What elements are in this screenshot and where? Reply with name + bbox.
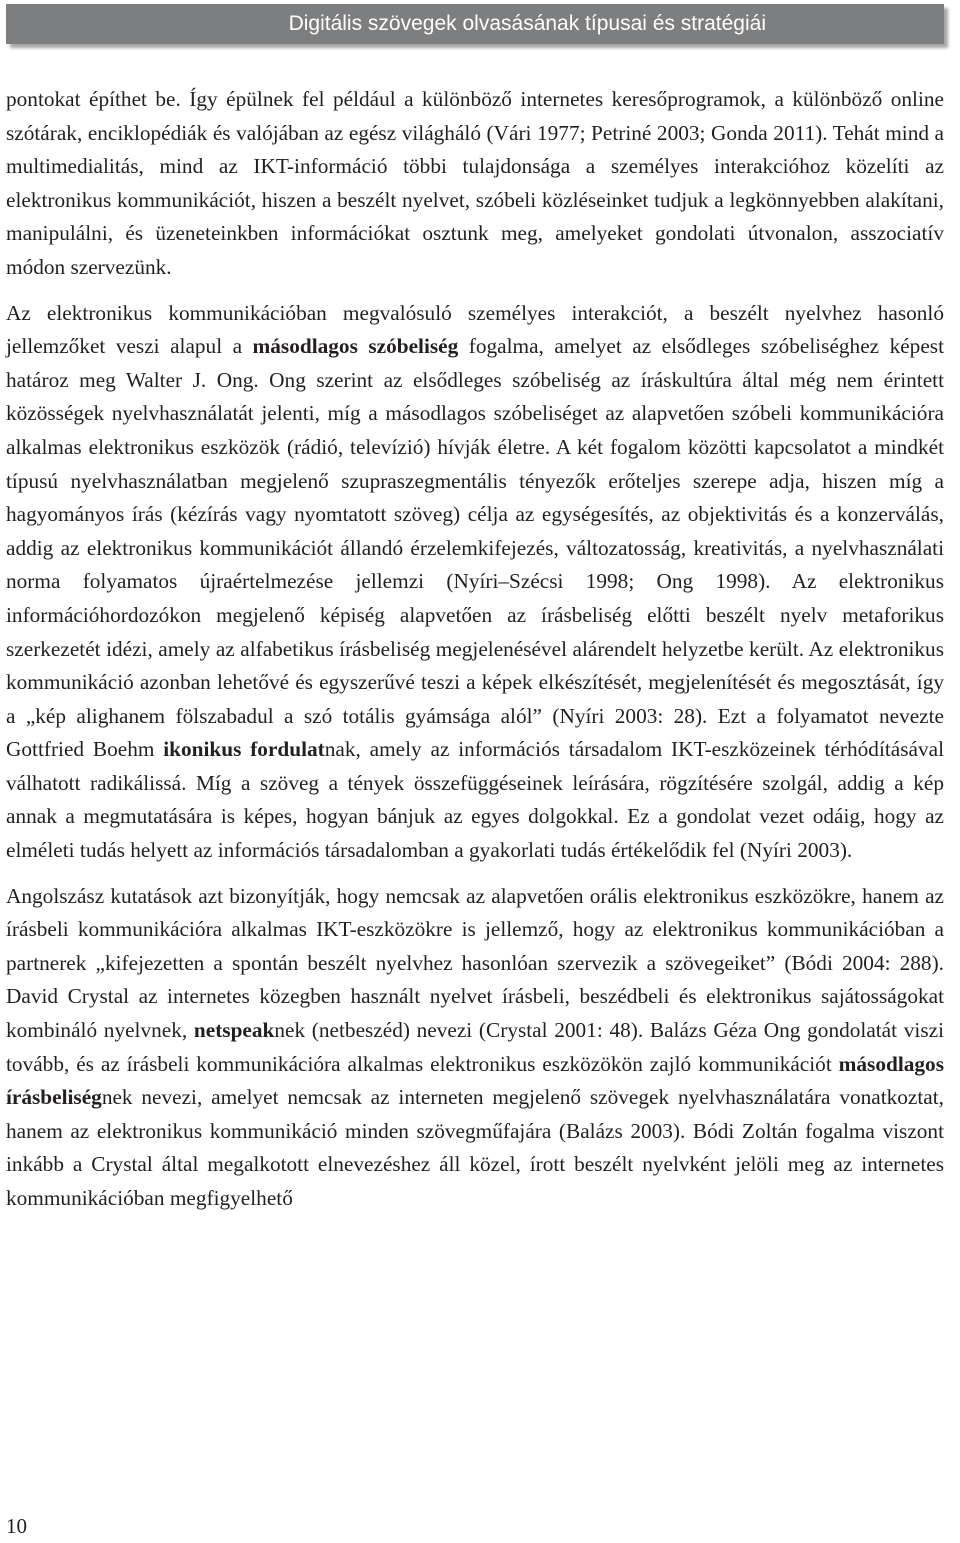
page-body — [6, 83, 944, 1228]
term-netspeak: netspeak — [193, 1018, 275, 1043]
paragraph-2-text-b: fogalma, amelyet az elsődleges szóbeliséghez képest határoz meg Walter J. Ong. Ong szerint az elsődleges szóbeliség az íráskultúra által még nem érintett közösségek nyelvhasználatát jelenti, míg a másodlagos szóbeliséget az alapvetően szóbeli kommunikációra alkalmas elektronikus eszközök (rádió, televízió) hívják életre. A két fogalom közötti kapcsolatot a mindkét típusú nyelvhasználatban megjelenő szupraszegmentális tényezők erőteljes szerepe adja, hiszen míg a hagyományos írás (kézírás vagy nyomtatott szöveg) célja az egységesítés, az objektivitás és a konzerválás, addig az elektronikus kommunikációt állandó érzelemkifejezés, változatosság, kreativitás, a nyelvhasználati norma folyamatos újraértelmezése jellemzi (Nyíri–Szécsi 1998; Ong 1998). Az elektronikus információhordozókon megjelenő képiség alapvetően az írásbeliség előtti beszélt nyelv metaforikus szerkezetét idézi, amely az alfabetikus írásbeliség megjelenésével alárendelt helyzetbe került. Az elektronikus kommunikáció azonban lehetővé és egyszerűvé teszi a képek elkészítését, megjelenítését és megosztását, így a „kép alighanem fölszabadul a szó totális gyámsága alól” (Nyíri 2003: 28). Ezt a folyamatot nevezte Gottfried Boehm — [6, 334, 944, 762]
paragraph-2-text-a: Az elektronikus kommunikációban megvalósuló személyes interakciót, a beszélt nyelvhez hasonló jellemzőket veszi alapul a — [6, 300, 944, 359]
running-header — [6, 4, 944, 44]
term-ikonikus-fordulat: ikonikus fordulat — [163, 737, 325, 762]
paragraph-1 — [6, 83, 944, 285]
running-title: Digitális szövegek olvasásának típusai és stratégiái — [288, 12, 766, 35]
paragraph-3-text-a: Angolszász kutatások azt bizonyítják, hogy nemcsak az alapvetően orális elektronikus eszközökre, hanem az írásbeli kommunikációra alkalmas IKT-eszközökre is jellemző, hogy az elektronikus kommunikációban a partnerek „kifejezetten a spontán beszélt nyelvhez hasonlóan szervezik a szövegeiket” (Bódi 2004: 288). David Crystal az internetes közegben használt nyelvet írásbeli, beszédbeli és elektronikus sajátosságokat kombináló nyelvnek, — [6, 883, 944, 1043]
term-masodlagos-szobeliseg: másodlagos szóbeliség — [252, 334, 459, 359]
paragraph-2-text-c: nak, amely az információs társadalom IKT-eszközeinek térhódításával válhatott radikálissá. Míg a szöveg a tények összefüggéseinek leírására, rögzítésére szolgál, addig a kép annak a megmutatására is képes, hogyan bánjuk az egyes dolgokkal. Ez a gondolat vezet odáig, hogy az elméleti tudás helyett az információs társadalomban a gyakorlati tudás értékelődik fel (Nyíri 2003). — [6, 737, 944, 863]
paragraph-3-text-c: nek nevezi, amelyet nemcsak az interneten megjelenő szövegek nyelvhasználatára vonatkoztat, hanem az elektronikus kommunikáció minden szövegműfajára (Balázs 2003). Bódi Zoltán fogalma viszont inkább a Crystal által megalkotott elnevezéshez áll közel, írott beszélt nyelvként jelöli meg az internetes kommunikációban megfigyelhető — [6, 1085, 944, 1210]
paragraph-1-text: pontokat építhet be. Így épülnek fel például a különböző internetes keresőprogramok, a különböző online szótárak, enciklopédiák és valójában az egész világháló (Vári 1977; Petriné 2003; Gonda 2011). Tehát mind a multimedialitás, mind az IKT-információ többi tulajdonsága a személyes interakcióhoz közelíti az elektronikus kommunikációt, hiszen a beszélt nyelvet, szóbeli közléseinket tudjuk a legkönnyebben alakítani, manipulálni, és üzeneteinkben információkat osztunk meg, amelyeket gondolati útvonalon, asszociatív módon szervezünk. — [6, 87, 944, 279]
paragraph-2 — [6, 297, 944, 868]
paragraph-3 — [6, 880, 944, 1216]
term-masodlagos-irasbeliseg: másodlagos írásbeliség — [6, 1051, 944, 1110]
page-number: 10 — [6, 1514, 27, 1538]
paragraph-3-text-b: nek (netbeszéd) nevezi (Crystal 2001: 48). Balázs Géza Ong gondolatát viszi tovább, és az írásbeli kommunikációra alkalmas elektronikus eszközökön zajló kommunikációt — [6, 1018, 944, 1076]
